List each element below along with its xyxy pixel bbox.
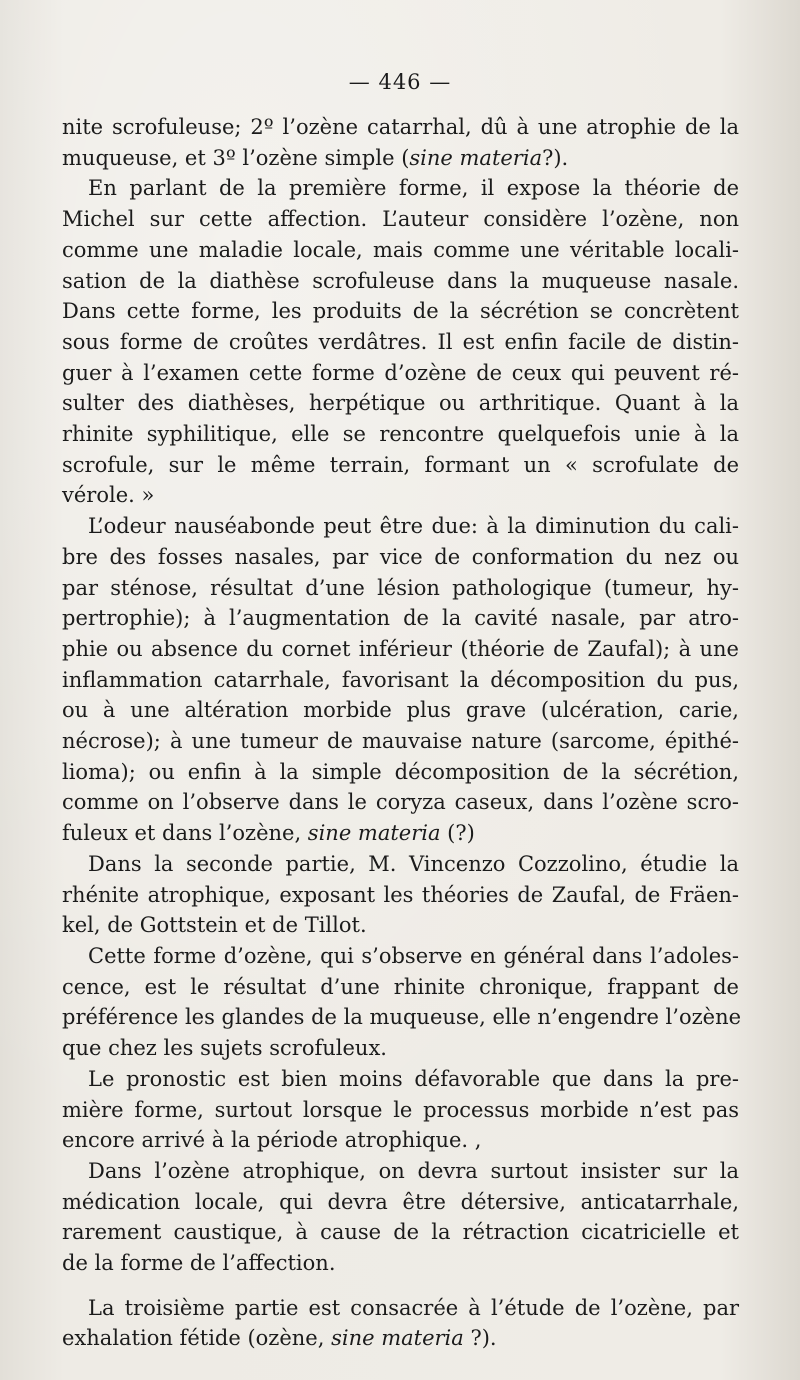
text-line: rhinite syphilitique, elle se rencontre quelquefois unie à la [62, 422, 739, 447]
text-line: nécrose); à une tumeur de mauvaise nature (sarcome, épithé- [62, 729, 739, 754]
text-line: par sténose, résultat d’une lésion pathologique (tumeur, hy- [62, 575, 739, 600]
paragraph-4 [62, 849, 739, 941]
paragraph-7 [62, 1156, 739, 1279]
paragraph-1 [62, 112, 739, 173]
text-line: que chez les sujets scrofuleux. [62, 1036, 387, 1061]
text-line: ou à une altération morbide plus grave (ulcération, carie, [62, 698, 739, 723]
text-line: guer à l’examen cette forme d’ozène de ceux qui peuvent ré- [62, 360, 739, 385]
text-line: Cette forme d’ozène, qui s’observe en général dans l’adoles- [88, 943, 739, 968]
text-line: scrofule, sur le même terrain, formant un « scrofulate de [62, 452, 739, 477]
text-line: sulter des diathèses, herpétique ou arthritique. Quant à la [62, 391, 739, 416]
text-line: Dans la seconde partie, M. Vincenzo Cozzolino, étudie la [88, 851, 739, 876]
text-line: exhalation fétide (ozène, sine materia ?). [62, 1326, 497, 1351]
text-line: En parlant de la première forme, il expose la théorie de [88, 176, 739, 201]
text-line: Dans l’ozène atrophique, on devra surtout insister sur la [88, 1158, 739, 1183]
text-line: vérole. » [62, 483, 155, 508]
text-line: Le pronostic est bien moins défavorable que dans la pre- [88, 1066, 739, 1091]
text-line: inflammation catarrhale, favorisant la décomposition du pus, [62, 667, 739, 692]
paragraph-2 [62, 173, 739, 511]
italic-phrase: sine materia [307, 821, 441, 846]
text-line: Dans cette forme, les produits de la sécrétion se concrètent [62, 299, 739, 324]
text-line: encore arrivé à la période atrophique. , [62, 1128, 482, 1153]
paragraph-8 [62, 1293, 739, 1354]
text-line: L’odeur nauséabonde peut être due: à la diminution du cali- [88, 514, 739, 539]
body-text [62, 112, 742, 1354]
text-line: mière forme, surtout lorsque le processus morbide n’est pas [62, 1097, 739, 1122]
text-line: comme une maladie locale, mais comme une véritable locali- [62, 237, 739, 262]
text-line: lioma); ou enfin à la simple décomposition de la sécrétion, [62, 759, 739, 784]
text-line: sation de la diathèse scrofuleuse dans la muqueuse nasale. [62, 268, 739, 293]
text-line: La troisième partie est consacrée à l’étude de l’ozène, par [88, 1295, 739, 1320]
paragraph-6 [62, 1064, 739, 1156]
paragraph-gap [62, 1279, 739, 1293]
text-line: phie ou absence du cornet inférieur (théorie de Zaufal); à une [62, 636, 739, 661]
text-line: médication locale, qui devra être détersive, anticatarrhale, [62, 1189, 739, 1214]
text-line: sous forme de croûtes verdâtres. Il est enfin facile de distin- [62, 329, 739, 354]
text-line: nite scrofuleuse; 2º l’ozène catarrhal, dû à une atrophie de la [62, 115, 739, 139]
text-line: préférence les glandes de la muqueuse, elle n’engendre l’ozène [62, 1005, 742, 1030]
text-line: comme on l’observe dans le coryza caseux, dans l’ozène scro- [62, 790, 739, 815]
paragraph-5 [62, 941, 742, 1064]
text-line: Michel sur cette affection. L’auteur considère l’ozène, non [62, 207, 739, 232]
text-line: muqueuse, et 3º l’ozène simple (sine materia?). [62, 145, 569, 170]
italic-phrase: sine materia [409, 145, 543, 170]
text-line: bre des fosses nasales, par vice de conformation du nez ou [62, 544, 739, 569]
text-line: de la forme de l’affection. [62, 1251, 336, 1276]
italic-phrase: sine materia [331, 1326, 464, 1351]
text-line: kel, de Gottstein et de Tillot. [62, 913, 367, 938]
text-line: cence, est le résultat d’une rhinite chronique, frappant de [62, 974, 739, 999]
text-line: fuleux et dans l’ozène, sine materia (?) [62, 821, 475, 846]
text-line: rarement caustique, à cause de la rétraction cicatricielle et [62, 1220, 739, 1245]
text-line: rhénite atrophique, exposant les théories de Zaufal, de Fräen- [62, 882, 739, 907]
paragraph-3 [62, 511, 739, 849]
page-number: — 446 — [348, 70, 452, 94]
text-line: pertrophie); à l’augmentation de la cavité nasale, par atro- [62, 606, 739, 631]
